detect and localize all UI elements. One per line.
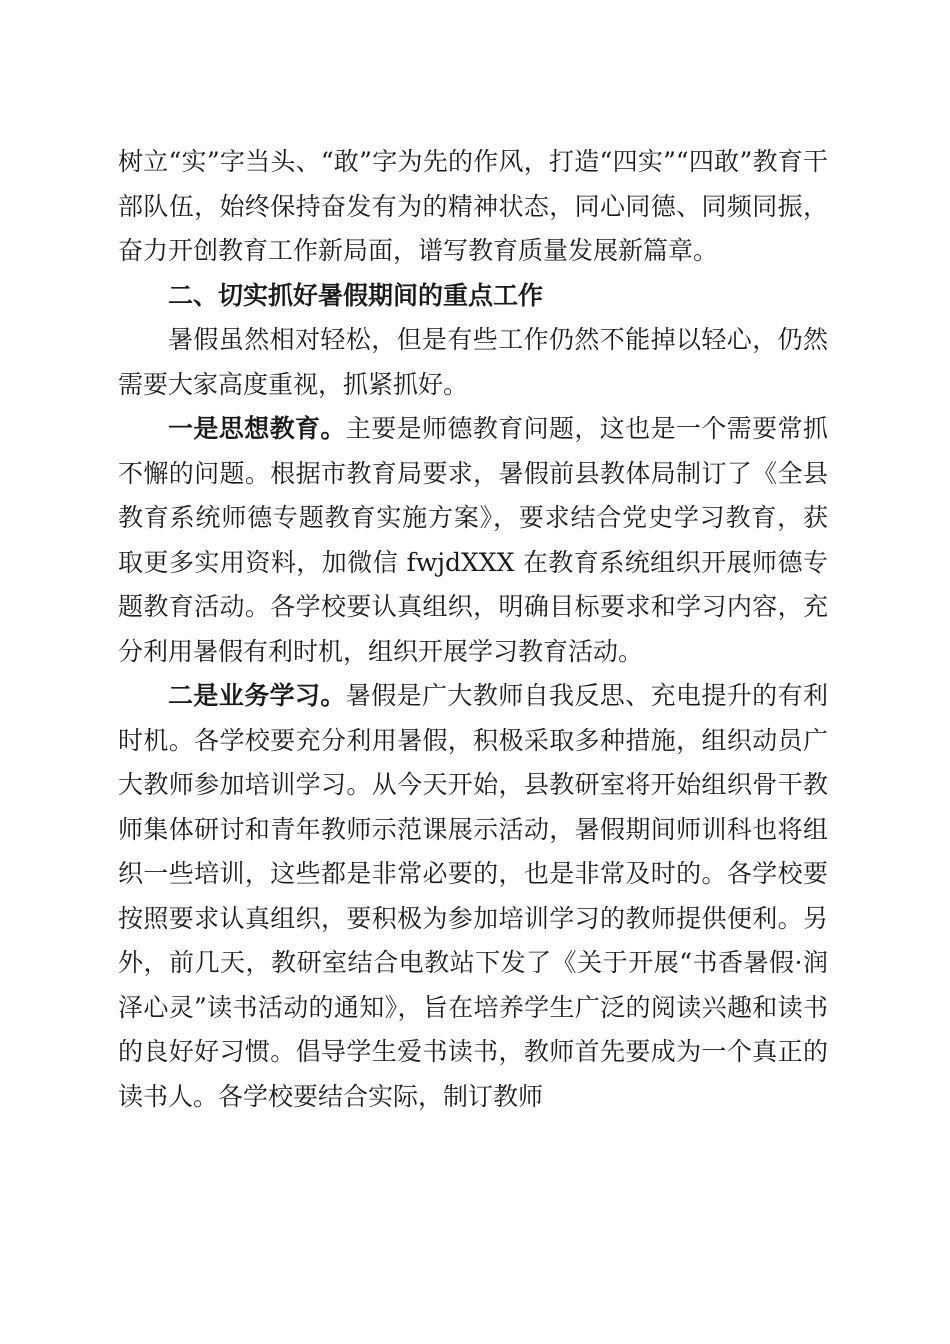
section-heading: 二、切实抓好暑假期间的重点工作: [168, 280, 544, 310]
paragraph-lead-ideological-education: 一是思想教育。: [168, 414, 346, 443]
document-body: [118, 140, 828, 1119]
paragraph-lead-professional-study: 二是业务学习。: [168, 681, 346, 710]
paragraph-professional-study: [118, 674, 828, 1119]
paragraph-body-ideological-education: 主要是师德教育问题，这也是一个需要常抓不懈的问题。根据市教育局要求，暑假前县教体局制订了《全县教育系统师德专题教育实施方案》，要求结合党史学习教育，获取更多实用资料，加微信 fwjdXXX 在教育系统组织开展师德专题教育活动。各学校要认真组织，明确目标要求和学习内容，充分利用暑假有利时机，组织开展学习教育活动。: [118, 414, 828, 666]
paragraph-body-professional-study: 暑假是广大教师自我反思、充电提升的有利时机。各学校要充分利用暑假，积极采取多种措施，组织动员广大教师参加培训学习。从今天开始，县教研室将开始组织骨干教师集体研讨和青年教师示范课展示活动，暑假期间师训科也将组织一些培训，这些都是非常必要的，也是非常及时的。各学校要按照要求认真组织，要积极为参加培训学习的教师提供便利。另外，前几天，教研室结合电教站下发了《关于开展“书香暑假·润泽心灵”读书活动的通知》，旨在培养学生广泛的阅读兴趣和读书的良好好习惯。倡导学生爱书读书，教师首先要成为一个真正的读书人。各学校要结合实际，制订教师: [118, 681, 828, 1111]
paragraph-intro: 暑假虽然相对轻松，但是有些工作仍然不能掉以轻心，仍然需要大家高度重视，抓紧抓好。: [118, 325, 828, 399]
paragraph-ideological-education: [118, 407, 828, 674]
paragraph-continuation: 树立“实”字当头、“敢”字为先的作风，打造“四实”“四敢”教育干部队伍，始终保持奋发有为的精神状态，同心同德、同频同振，奋力开创教育工作新局面，谱写教育质量发展新篇章。: [118, 147, 828, 265]
